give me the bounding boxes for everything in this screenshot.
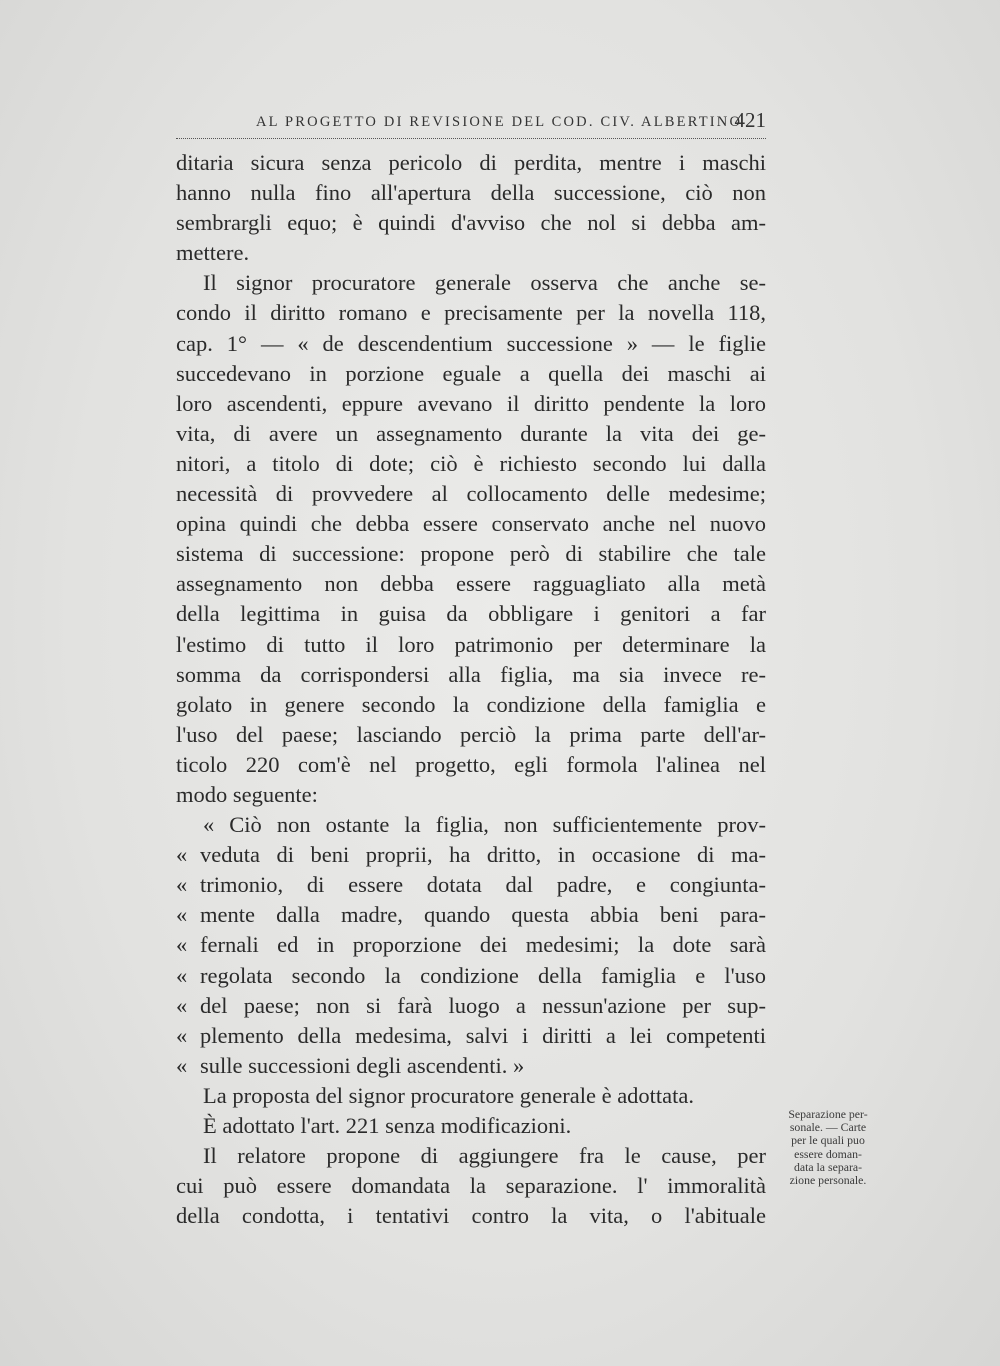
margin-note-line: zione personale. [789,1173,867,1188]
text-line: ticolo 220 com'è nel progetto, egli formola l'alinea nel [176,751,766,777]
quote-line [176,900,766,930]
quote-line [176,870,766,900]
text-line: sistema di successione: propone però di stabilire che tale [176,541,766,567]
text-line: mettere. [176,240,250,266]
text-line: modo seguente: [176,781,318,807]
quote-line [176,961,766,991]
text-line: nitori, a titolo di dote; ciò è richiesto secondo lui dalla [176,450,766,476]
quote-text: mente dalla madre, quando questa abbia beni para- [200,902,766,928]
text-line: golato in genere secondo la condizione della famiglia e [176,691,766,717]
margin-note-line: per le quali puo [791,1133,865,1148]
text-line: hanno nulla fino all'apertura della successione, ciò non [176,180,766,206]
quote-mark: « [176,1022,188,1048]
running-title: AL PROGETTO DI REVISIONE DEL COD. CIV. ALBERTINO [256,114,743,130]
text-line: opina quindi che debba essere conservato anche nel nuovo [176,511,766,537]
quote-line [176,930,766,960]
quote-mark: « [176,932,188,958]
margin-note-line: sonale. — Carte [789,1120,867,1135]
text-line: succedevano in porzione eguale a quella dei maschi ai [176,360,766,386]
text-line: loro ascendenti, eppure avevano il diritto pendente la loro [176,390,766,416]
quote-text: regolata secondo la condizione della famiglia e l'uso [200,962,766,988]
margin-note-line: essere doman- [794,1146,862,1161]
running-head [176,110,766,139]
quote-line [176,1021,766,1051]
quote-text: trimonio, di essere dotata dal padre, e congiunta- [200,872,766,898]
text-line: sembrargli equo; è quindi d'avviso che nol si debba am- [176,210,766,236]
quote-line: « Ciò non ostante la figlia, non sufficientemente prov- [203,812,766,838]
quote-text: veduta di beni proprii, ha dritto, in occasione di ma- [200,842,766,868]
text-line: condo il diritto romano e precisamente per la novella 118, [176,300,766,326]
text-line: La proposta del signor procuratore generale è adottata. [203,1082,695,1108]
text-line: ditaria sicura senza pericolo di perdita, mentre i maschi [176,150,766,175]
quote-mark: « [176,1052,188,1078]
text-line: della condotta, i tentativi contro la vita, o l'abituale [176,1203,766,1229]
quote-mark: « [176,902,188,928]
text-line: È adottato l'art. 221 senza modificazioni. [203,1113,572,1138]
text-line: l'uso del paese; lasciando perciò la prima parte dell'ar- [176,721,766,747]
quote-mark: « [176,842,188,868]
margin-note-line: data la separa- [793,1159,863,1174]
quote-text: del paese; non si farà luogo a nessun'azione per sup- [200,992,766,1018]
quote-mark: « [176,992,188,1018]
body-text [176,148,766,1231]
quote-text: sulle successioni degli ascendenti. » [200,1052,525,1078]
quote-mark: « [176,962,188,988]
margin-note-line: Separazione per- [788,1107,868,1121]
quote-text: fernali ed in proporzione dei medesimi; la dote sarà [200,932,766,958]
text-line: della legittima in guisa da obbligare i genitori a far [176,601,766,627]
text-line: cap. 1° — « de descendentium successione » — le figlie [176,330,766,356]
text-line: Il signor procuratore generale osserva che anche se- [203,270,766,296]
quote-mark: « [176,872,188,898]
quote-line [176,840,766,870]
margin-note [772,1108,884,1187]
page-number: 421 [734,108,766,132]
text-line: assegnamento non debba essere ragguagliato alla metà [176,571,766,597]
text-line: cui può essere domandata la separazione. l' immoralità [176,1173,766,1199]
text-line: Il relatore propone di aggiungere fra le cause, per [203,1143,766,1169]
text-line: somma da corrispondersi alla figlia, ma sia invece re- [176,661,766,687]
text-line: vita, di avere un assegnamento durante la vita dei ge- [176,420,766,446]
text-line: necessità di provvedere al collocamento delle medesime; [176,481,766,507]
quote-line [176,991,766,1021]
quote-line [176,1051,766,1081]
text-line: l'estimo di tutto il loro patrimonio per determinare la [176,631,766,657]
quote-text: plemento della medesima, salvi i diritti a lei competenti [200,1022,766,1048]
